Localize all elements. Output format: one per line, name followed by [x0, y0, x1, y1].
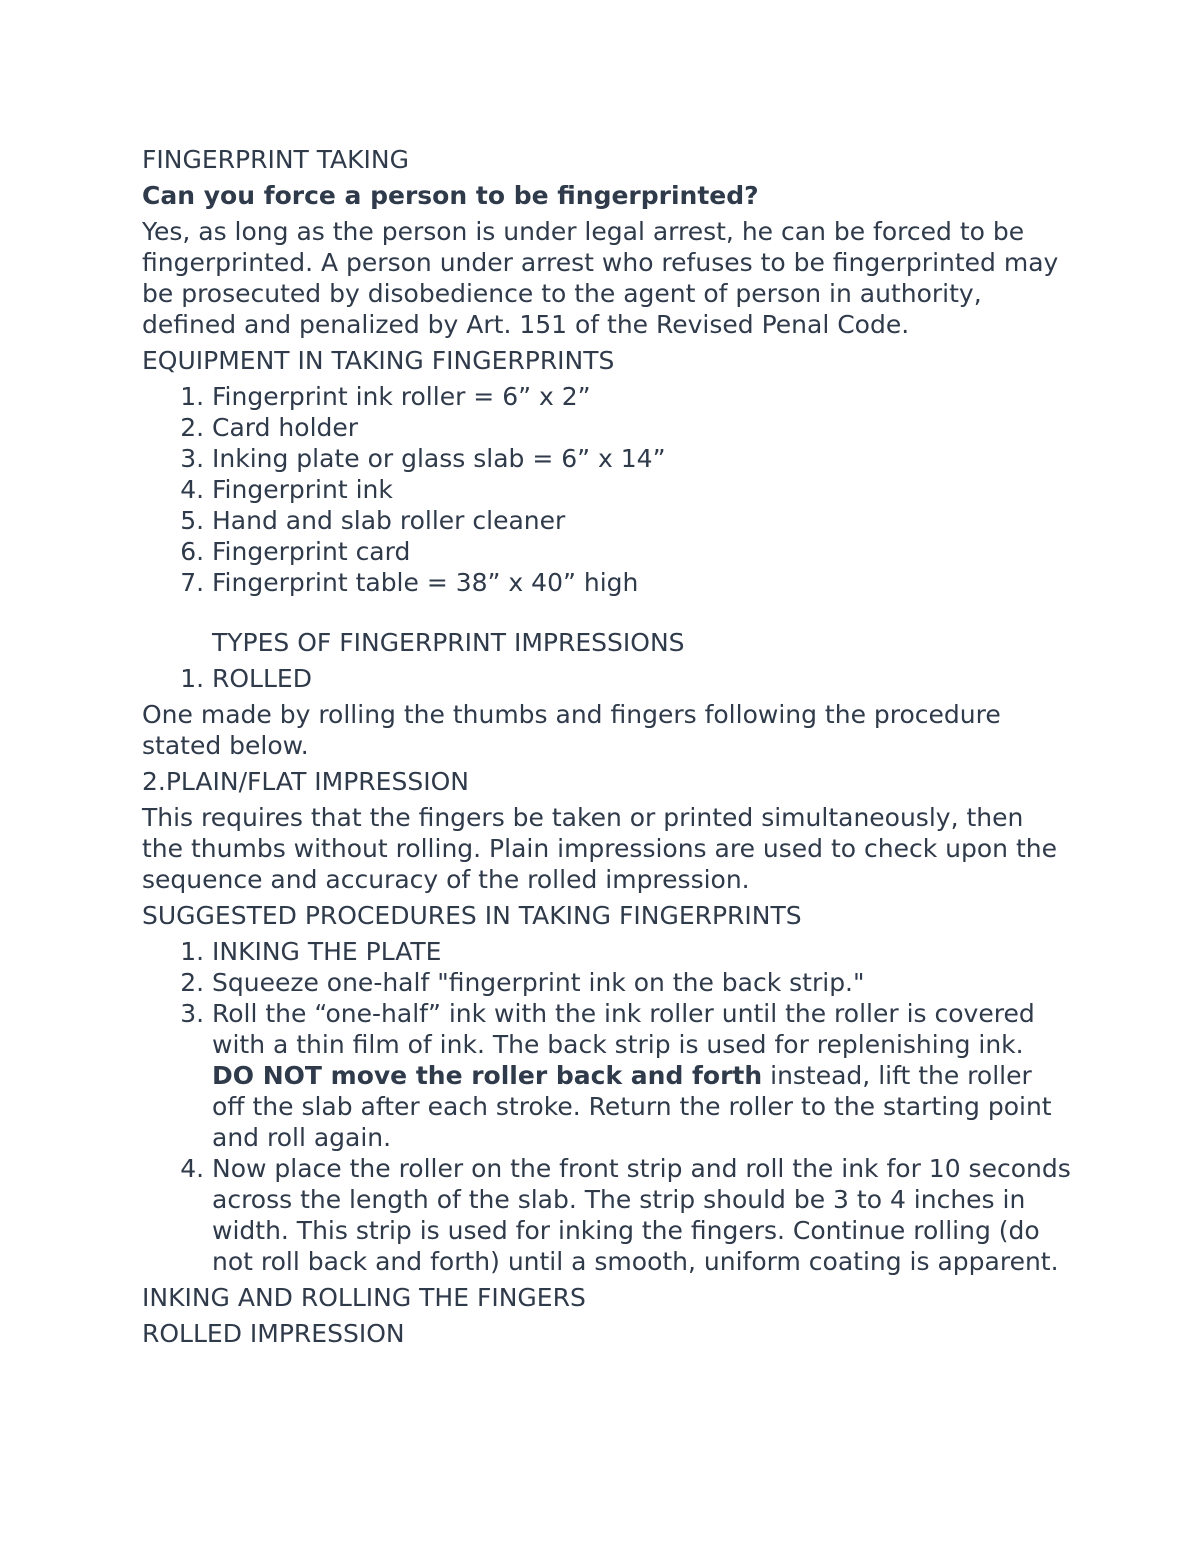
list-item: 7. Fingerprint table = 38” x 40” high	[212, 567, 1072, 598]
list-item: 2. Card holder	[212, 412, 1072, 443]
question-heading: Can you force a person to be fingerprinted?	[142, 181, 759, 210]
inking-heading: INKING AND ROLLING THE FINGERS	[142, 1283, 586, 1312]
rolled-label: ROLLED	[212, 664, 312, 693]
procedure-text: Roll the “one-half” ink with the ink roller until the roller is covered with a thin film of ink. The back strip is used for replenishing ink.	[212, 999, 1035, 1059]
procedures-heading: SUGGESTED PROCEDURES IN TAKING FINGERPRINTS	[142, 901, 802, 930]
answer-paragraph: Yes, as long as the person is under legal arrest, he can be forced to be fingerprinted. A person under arrest who refuses to be fingerprinted may be prosecuted by disobedience to the agent of person in authority, defined and penalized by Art. 151 of the Revised Penal Code.	[142, 217, 1059, 339]
list-item	[212, 663, 1072, 694]
equipment-heading: EQUIPMENT IN TAKING FINGERPRINTS	[142, 346, 615, 375]
rolled-description: One made by rolling the thumbs and fingers following the procedure stated below.	[142, 700, 1001, 760]
list-item: 2. Squeeze one-half "fingerprint ink on the back strip."	[212, 967, 1072, 998]
list-item: 1. INKING THE PLATE	[212, 936, 1072, 967]
equipment-list	[142, 381, 1072, 598]
rolled-impression-heading: ROLLED IMPRESSION	[142, 1319, 405, 1348]
procedure-warning: DO NOT move the roller back and forth	[212, 1061, 763, 1090]
procedures-list	[142, 936, 1072, 1277]
types-list	[142, 663, 1072, 694]
list-item	[212, 998, 1072, 1153]
plain-impression-heading: 2.PLAIN/FLAT IMPRESSION	[142, 767, 469, 796]
procedure-text: instead, lift the roller off the slab after each stroke. Return the roller to the starting point and roll again.	[212, 1061, 1052, 1152]
list-item: 1. Fingerprint ink roller = 6” x 2”	[212, 381, 1072, 412]
plain-impression-description: This requires that the fingers be taken or printed simultaneously, then the thumbs without rolling. Plain impressions are used to check upon the sequence and accuracy of the rolled impression.	[142, 803, 1057, 894]
list-item: 6. Fingerprint card	[212, 536, 1072, 567]
document-title: FINGERPRINT TAKING	[142, 145, 410, 174]
list-item: 5. Hand and slab roller cleaner	[212, 505, 1072, 536]
list-item: 4. Fingerprint ink	[212, 474, 1072, 505]
types-heading: TYPES OF FINGERPRINT IMPRESSIONS	[212, 628, 685, 657]
document-page	[142, 144, 1072, 1354]
list-item: 4. Now place the roller on the front strip and roll the ink for 10 seconds across the length of the slab. The strip should be 3 to 4 inches in width. This strip is used for inking the fingers. Continue rolling (do not roll back and forth) until a smooth, uniform coating is apparent.	[212, 1153, 1072, 1277]
list-item: 3. Inking plate or glass slab = 6” x 14”	[212, 443, 1072, 474]
